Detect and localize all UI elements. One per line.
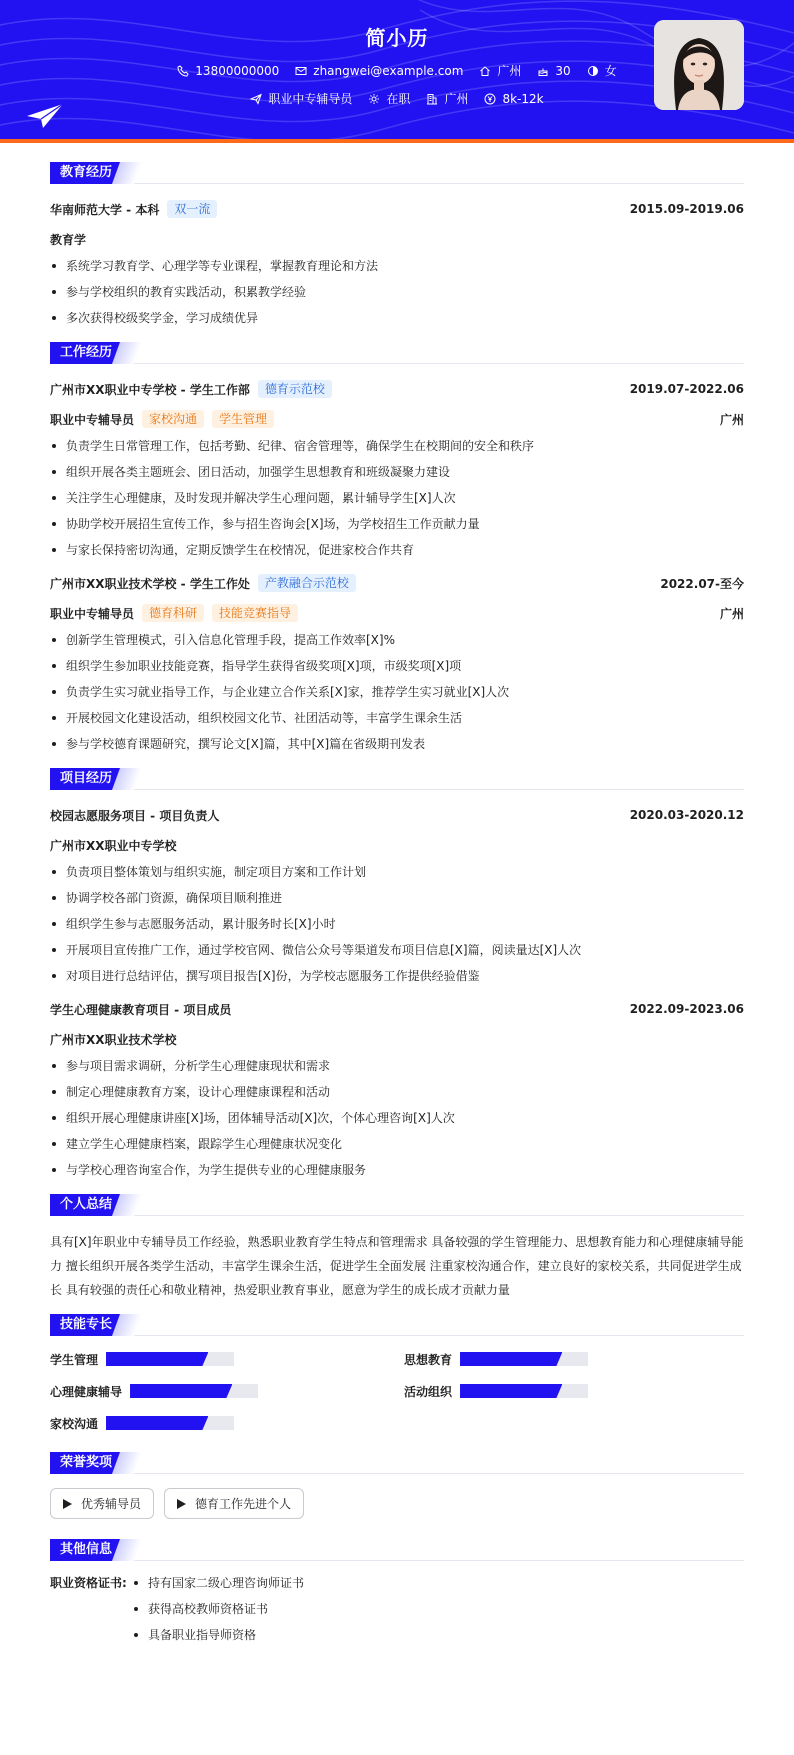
project-org: 广州市XX职业技术学校 (50, 1032, 177, 1047)
list-item: 开展项目宣传推广工作，通过学校官网、微信公众号等渠道发布项目信息[X]篇，阅读量达[X]人次 (50, 942, 744, 958)
list-item: 具备职业指导师资格 (132, 1627, 304, 1643)
bullet-list (50, 632, 744, 752)
salary-item (484, 92, 543, 106)
skill-item (50, 1350, 404, 1368)
phone-text: 13800000000 (195, 63, 280, 78)
honor-label: 优秀辅导员 (81, 1497, 142, 1511)
bullet-list (50, 864, 744, 984)
education-section (50, 160, 744, 326)
resume-body (50, 160, 744, 1663)
project-org: 广州市XX职业中专学校 (50, 838, 177, 853)
age-item (537, 64, 570, 78)
section-header (50, 1537, 744, 1561)
money-icon (484, 93, 496, 105)
list-item: 负责学生日常管理工作，包括考勤、纪律、宿舍管理等，确保学生在校期间的安全和秩序 (50, 438, 744, 454)
job-title-item (250, 90, 352, 107)
skills-grid (50, 1350, 744, 1432)
skill-bar (106, 1416, 234, 1430)
list-item: 组织开展各类主题班会、团日活动，加强学生思想教育和班级凝聚力建设 (50, 464, 744, 480)
section-title: 工作经历 (50, 342, 122, 364)
education-entry (50, 198, 744, 326)
skill-item (404, 1382, 744, 1400)
skill-item (50, 1382, 404, 1400)
list-item: 组织学生参加职业技能竞赛，指导学生获得省级奖项[X]项，市级奖项[X]项 (50, 658, 744, 674)
certificate-list (132, 1575, 304, 1653)
send-icon (250, 93, 262, 105)
other-section (50, 1537, 744, 1653)
section-title: 项目经历 (50, 768, 122, 790)
mail-icon (295, 65, 307, 77)
list-item: 与学校心理咨询室合作，为学生提供专业的心理健康服务 (50, 1162, 744, 1178)
play-icon (63, 1499, 72, 1509)
section-header (50, 1312, 744, 1336)
list-item: 制定心理健康教育方案，设计心理健康课程和活动 (50, 1084, 744, 1100)
list-item: 协助学校开展招生宣传工作，参与招生咨询会[X]场，为学校招生工作贡献力量 (50, 516, 744, 532)
section-title: 个人总结 (50, 1194, 122, 1216)
honor-label: 德育工作先进个人 (195, 1497, 292, 1511)
work-entry (50, 378, 744, 558)
list-item: 开展校园文化建设活动，组织校园文化节、社团活动等，丰富学生课余生活 (50, 710, 744, 726)
skill-label: 家校沟通 (50, 1416, 99, 1431)
skill-item (50, 1414, 404, 1432)
list-item: 建立学生心理健康档案，跟踪学生心理健康状况变化 (50, 1136, 744, 1152)
skill-bar-fill (460, 1352, 562, 1366)
list-item: 与家长保持密切沟通，定期反馈学生在校情况，促进家校合作共育 (50, 542, 744, 558)
skill-label: 活动组织 (404, 1384, 453, 1399)
list-item: 负责学生实习就业指导工作，与企业建立合作关系[X]家，推荐学生实习就业[X]人次 (50, 684, 744, 700)
city: 广州 (719, 412, 744, 427)
skill-tag: 学生管理 (212, 410, 274, 428)
play-icon (177, 1499, 186, 1509)
job-title-text: 职业中专辅导员 (268, 92, 353, 106)
honor-chip (50, 1488, 154, 1519)
skill-bar (460, 1352, 588, 1366)
skills-section (50, 1312, 744, 1432)
skill-bar-fill (130, 1384, 232, 1398)
section-header (50, 340, 744, 364)
status-item (368, 90, 410, 107)
bullet-list (50, 1058, 744, 1178)
project-name: 学生心理健康教育项目 - 项目成员 (50, 1002, 232, 1017)
phone-item (177, 64, 279, 78)
school-tag: 双一流 (167, 200, 217, 218)
skill-bar (460, 1384, 588, 1398)
list-item: 组织开展心理健康讲座[X]场，团体辅导活动[X]次，个体心理咨询[X]人次 (50, 1110, 744, 1126)
building-icon (426, 93, 438, 105)
date-range: 2019.07-2022.06 (629, 382, 744, 396)
project-entry (50, 804, 744, 984)
honors-section (50, 1450, 744, 1519)
other-info (50, 1575, 744, 1653)
email-item (295, 64, 463, 78)
role: 职业中专辅导员 (50, 412, 135, 427)
project-entry (50, 998, 744, 1178)
city: 广州 (719, 606, 744, 621)
section-title: 教育经历 (50, 162, 122, 184)
list-item: 参与学校组织的教育实践活动，积累教学经验 (50, 284, 744, 300)
section-header (50, 766, 744, 790)
list-item: 创新学生管理模式，引入信息化管理手段，提高工作效率[X]% (50, 632, 744, 648)
location-text: 广州 (497, 64, 522, 78)
gender-text: 女 (604, 64, 617, 78)
skill-tag: 德育科研 (142, 604, 204, 622)
salary-text: 8k-12k (502, 91, 544, 106)
header-accent-bar (0, 139, 794, 143)
target-city-text: 广州 (444, 92, 469, 106)
skill-tag: 家校沟通 (142, 410, 204, 428)
gear-icon (368, 93, 380, 105)
home-icon (479, 65, 491, 77)
section-title: 技能专长 (50, 1314, 122, 1336)
gender-icon (587, 65, 599, 77)
major: 教育学 (50, 232, 87, 247)
company-name: 广州市XX职业中专学校 - 学生工作部 (50, 382, 250, 397)
list-item: 参与学校德育课题研究，撰写论文[X]篇，其中[X]篇在省级期刊发表 (50, 736, 744, 752)
resume-header (0, 0, 794, 139)
skill-item (404, 1350, 744, 1368)
skill-bar-fill (460, 1384, 562, 1398)
paper-plane-icon (25, 100, 65, 130)
list-item: 系统学习教育学、心理学等专业课程，掌握教育理论和方法 (50, 258, 744, 274)
skill-tag: 技能竞赛指导 (212, 604, 298, 622)
project-name: 校园志愿服务项目 - 项目负责人 (50, 808, 220, 823)
skill-bar-fill (106, 1416, 208, 1430)
bullet-list (50, 438, 744, 558)
phone-icon (177, 65, 189, 77)
list-item: 持有国家二级心理咨询师证书 (132, 1575, 304, 1591)
date-range: 2015.09-2019.06 (629, 202, 744, 216)
role: 职业中专辅导员 (50, 606, 135, 621)
date-range: 2020.03-2020.12 (629, 808, 744, 822)
skill-label: 思想教育 (404, 1352, 453, 1367)
date-range: 2022.07-至今 (660, 576, 744, 591)
bullet-list (50, 258, 744, 326)
cake-icon (537, 65, 549, 77)
work-entry (50, 572, 744, 752)
summary-text: 具有[X]年职业中专辅导员工作经验，熟悉职业教育学生特点和管理需求 具备较强的学生管理能力、思想教育能力和心理健康辅导能力 擅长组织开展各类学生活动，丰富学生课余生活，促进学生全面发展 注重家校沟通合作，建立良好的家校关系，共同促进学生成长 具有较强的责任心和敬业精神，热爱职业教育事业，愿意为学生的成长成才贡献力量 (50, 1235, 744, 1297)
section-header (50, 160, 744, 184)
projects-section (50, 766, 744, 1178)
section-title: 其他信息 (50, 1539, 122, 1561)
age-text: 30 (555, 63, 571, 78)
email-text: zhangwei@example.com (313, 63, 464, 78)
list-item: 对项目进行总结评估，撰写项目报告[X]份，为学校志愿服务工作提供经验借鉴 (50, 968, 744, 984)
status-text: 在职 (386, 92, 411, 106)
skill-bar (106, 1352, 234, 1366)
list-item: 参与项目需求调研，分析学生心理健康现状和需求 (50, 1058, 744, 1074)
target-city-item (426, 90, 468, 107)
honors-list (50, 1488, 744, 1519)
gender-item (587, 62, 617, 79)
list-item: 获得高校教师资格证书 (132, 1601, 304, 1617)
company-tag: 产教融合示范校 (258, 574, 356, 592)
honor-chip (164, 1488, 304, 1519)
company-tag: 德育示范校 (258, 380, 332, 398)
profile-photo (654, 20, 744, 110)
skill-bar (130, 1384, 258, 1398)
section-header (50, 1192, 744, 1216)
list-item: 多次获得校级奖学金，学习成绩优异 (50, 310, 744, 326)
candidate-name: 简小历 (365, 26, 429, 50)
company-name: 广州市XX职业技术学校 - 学生工作处 (50, 576, 250, 591)
work-section (50, 340, 744, 752)
summary-section (50, 1192, 744, 1302)
list-item: 负责项目整体策划与组织实施，制定项目方案和工作计划 (50, 864, 744, 880)
section-title: 荣誉奖项 (50, 1452, 122, 1474)
list-item: 关注学生心理健康，及时发现并解决学生心理问题，累计辅导学生[X]人次 (50, 490, 744, 506)
list-item: 协调学校各部门资源，确保项目顺利推进 (50, 890, 744, 906)
certificate-label: 职业资格证书: (50, 1576, 127, 1590)
school-name: 华南师范大学 - 本科 (50, 202, 160, 217)
skill-label: 心理健康辅导 (50, 1384, 123, 1399)
skill-label: 学生管理 (50, 1352, 99, 1367)
date-range: 2022.09-2023.06 (629, 1002, 744, 1016)
section-header (50, 1450, 744, 1474)
list-item: 组织学生参与志愿服务活动，累计服务时长[X]小时 (50, 916, 744, 932)
location-item (479, 62, 521, 79)
skill-bar-fill (106, 1352, 208, 1366)
